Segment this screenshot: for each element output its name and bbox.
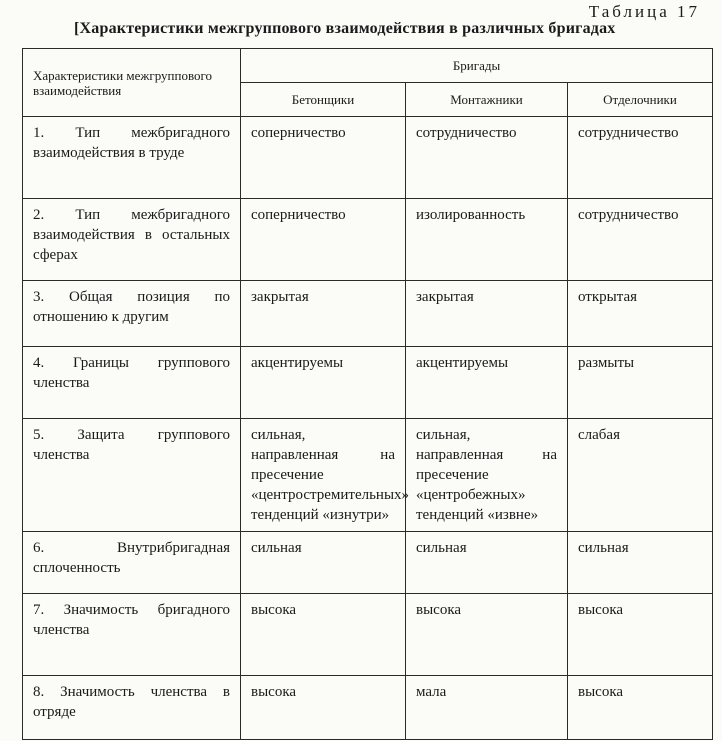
cell-value: сотрудничество [406,117,568,199]
table-title: [Характеристики межгруппового взаимодействия в различных бригадах [74,20,616,37]
header-col-concrete: Бетонщики [241,83,406,117]
row-label: 3. Общая позиция по отношению к другим [23,281,241,347]
cell-value: сильная [241,532,406,594]
table-row [23,532,713,594]
table-row [23,594,713,676]
cell-value: сильная [406,532,568,594]
table-row [23,281,713,347]
cell-value: акцентируемы [406,347,568,419]
cell-value: высока [406,594,568,676]
cell-value: мала [406,676,568,740]
cell-value: высока [241,676,406,740]
table-row [23,117,713,199]
table-row [23,419,713,532]
row-label: 2. Тип межбригадного взаимодействия в остальных сферах [23,199,241,281]
table-row [23,676,713,740]
row-label: 6. Внутрибригадная сплоченность [23,532,241,594]
header-col-finishing: Отделочники [568,83,713,117]
cell-value: высока [568,594,713,676]
cell-value: сотрудничество [568,117,713,199]
cell-value: размыты [568,347,713,419]
row-label: 1. Тип межбригадного взаимодействия в труде [23,117,241,199]
row-label: 5. Защита группового членства [23,419,241,532]
row-label: 4. Границы группового членства [23,347,241,419]
row-label: 7. Значимость бригадного членства [23,594,241,676]
cell-value: высока [568,676,713,740]
characteristics-table [22,48,713,740]
table-number: Таблица 17 [588,2,700,21]
header-characteristics: Характеристики межгруппового взаимодействия [23,49,241,117]
cell-value: сильная [568,532,713,594]
cell-value: соперничество [241,199,406,281]
cell-value: сильная, направленная на пресечение «центростремительных» тенденций «изнутри» [241,419,406,532]
cell-value: слабая [568,419,713,532]
cell-value: сильная, направленная на пресечение «центробежных» тенденций «извне» [406,419,568,532]
cell-value: высока [241,594,406,676]
row-label: 8. Значимость членства в отряде [23,676,241,740]
cell-value: соперничество [241,117,406,199]
cell-value: открытая [568,281,713,347]
cell-value: изолированность [406,199,568,281]
cell-value: сотрудничество [568,199,713,281]
cell-value: закрытая [241,281,406,347]
cell-value: акцентируемы [241,347,406,419]
header-col-assembly: Монтажники [406,83,568,117]
header-brigades: Бригады [241,49,713,83]
cell-value: закрытая [406,281,568,347]
table-row [23,347,713,419]
table-row [23,199,713,281]
